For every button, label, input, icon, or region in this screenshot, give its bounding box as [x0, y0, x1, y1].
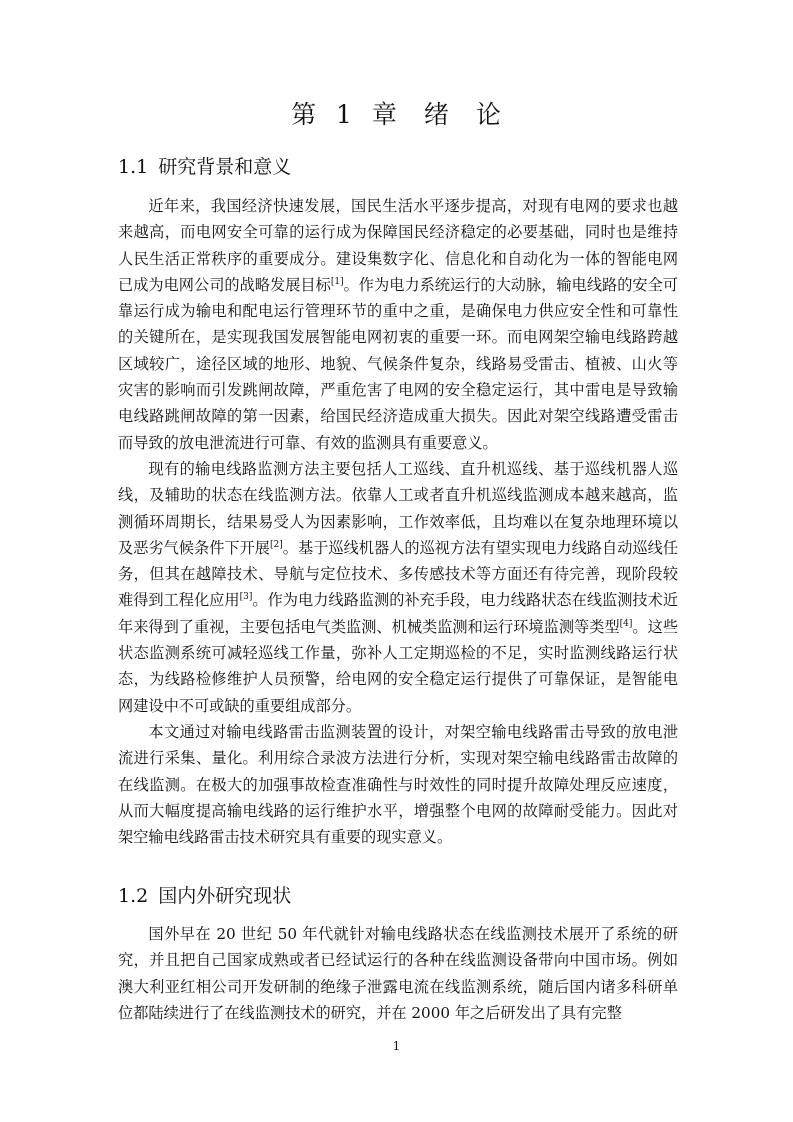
paragraph-text: 本文通过对输电线路雷击监测装置的设计，对架空输电线路雷击导致的放电泄流进行采集、量化。利用综合录波方法进行分析，实现对架空输电线路雷击故障的在线监测。在极大的加强事故检查准确性与时效性的同时提升故障处理反应速度，从而大幅度提高输电线路的运行维护水平，增强整个电网的故障耐受能力。因此对架空输电线路雷击技术研究具有重要的现实意义。	[118, 722, 678, 847]
paragraph	[118, 193, 678, 456]
paragraph-text: 。这些状态监测系统可减轻巡线工作量，弥补人工定期巡检的不足，实时监测线路运行状态，为线路检修维护人员预警，给电网的安全稳定运行提供了可靠保证，是智能电网建设中不可或缺的重要组成部分。	[118, 617, 679, 715]
paragraph-text: 国外早在 20 世纪 50 年代就针对输电线路状态在线监测技术展开了系统的研究，并且把自己国家成熟或者已经试运行的各种在线监测设备带向中国市场。例如澳大利亚红相公司开发研制的绝缘子泄露电流在线监测系统，随后国内诸多科研单位都陆续进行了在线监测技术的研究，并在 2000 年之后研发出了具有完整	[118, 925, 678, 1022]
paragraph	[118, 719, 678, 850]
citation-marker: [2]	[270, 539, 283, 550]
section-heading-1-1	[118, 153, 291, 181]
paragraph-text: 。作为电力系统运行的大动脉，输电线路的安全可靠运行成为输电和配电运行管理环节的重中之重，是确保电力供应安全性和可靠性的关键所在，是实现我国发展智能电网初衷的重要一环。而电网架空输电线路跨越区域较广，途径区域的地形、地貌、气候条件复杂，线路易受雷击、植被、山火等灾害的影响而引发跳闸故障，严重危害了电网的安全稳定运行，其中雷电是导致输电线路跳闸故障的第一因素，给国民经济造成重大损失。因此对架空线路遭受雷击而导致的放电泄流进行可靠、有效的监测具有重要意义。	[118, 275, 679, 452]
paragraph	[118, 456, 678, 719]
citation-marker: [4]	[619, 618, 633, 629]
citation-marker: [1]	[330, 276, 344, 287]
section-body-1-1	[118, 193, 678, 850]
citation-marker: [3]	[239, 592, 253, 603]
section-number: 1.2	[118, 885, 149, 907]
paragraph-text: 。基于巡线机器人的巡视方法有望实现电力线路自动巡线任务，但其在越障技术、导航与定位技术、多传感技术等方面还有待完善，现阶段较难得到工程化应用	[118, 538, 679, 610]
section-number: 1.1	[118, 156, 149, 178]
section-heading-1-2	[118, 882, 291, 910]
section-title-text: 国内外研究现状	[158, 885, 292, 907]
page-number: 1	[392, 1039, 401, 1053]
chapter-title: 第 1 章 绪 论	[291, 100, 502, 129]
section-body-1-2	[118, 921, 678, 1026]
paragraph-text: 近年来，我国经济快速发展，国民生活水平逐步提高，对现有电网的要求也越来越高，而电网安全可靠的运行成为保障国民经济稳定的必要基础，同时也是维持人民生活正常秩序的重要成分。建设集数字化、信息化和自动化为一体的智能电网已成为电网公司的战略发展目标	[118, 197, 678, 294]
section-title-text: 研究背景和意义	[158, 156, 292, 178]
paragraph	[118, 921, 678, 1026]
paragraph-text: 现有的输电线路监测方法主要包括人工巡线、直升机巡线、基于巡线机器人巡线，及辅助的状态在线监测方法。依靠人工或者直升机巡线监测成本越来越高，监测循环周期长，结果易受人为因素影响，工作效率低，且均难以在复杂地理环境以及恶劣气候条件下开展	[118, 459, 678, 557]
paragraph-text: 。作为电力线路监测的补充手段，电力线路状态在线监测技术近年来得到了重视，主要包括电气类监测、机械类监测和运行环境监测等类型	[118, 591, 679, 636]
